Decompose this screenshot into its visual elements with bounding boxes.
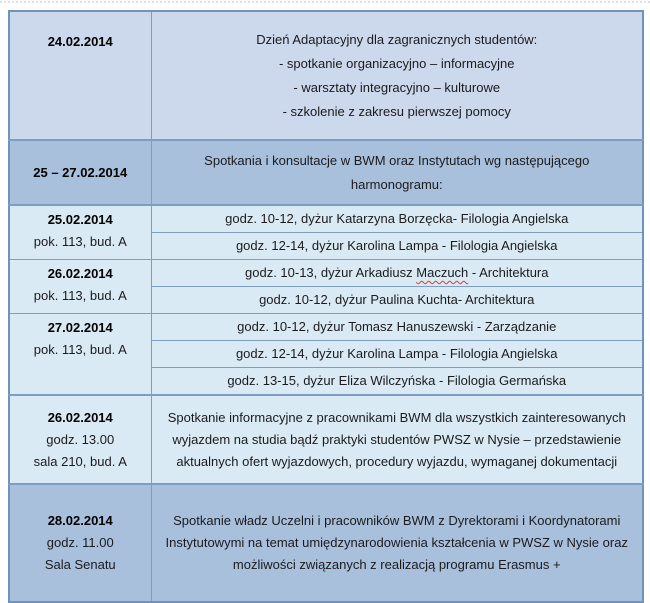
event-date: 26.02.2014 [47, 266, 113, 281]
date-cell [9, 484, 151, 602]
details-cell: Spotkanie władz Uczelni i pracowników BWM z Dyrektorami i Koordynatorami Instytutowymi na temat umiędzynarodowienia kształcenia w PWSZ w Nysie oraz możliwości związanych z realizacją programu Erasmus + [151, 484, 643, 602]
duty-slot-cell: godz. 13-15, dyżur Eliza Wilczyńska - Filologia Germańska [151, 368, 643, 396]
event-date: 28.02.2014 [47, 513, 113, 528]
duty-slot-cell: godz. 12-14, dyżur Karolina Lampa - Filologia Angielska [151, 341, 643, 368]
details-cell: Spotkania i konsultacje w BWM oraz Instytutach wg następującego harmonogramu: [151, 140, 643, 205]
duty-slot-cell: godz. 10-12, dyżur Katarzyna Borzęcka- Filologia Angielska [151, 205, 643, 233]
page-edge-dotted-line [0, 1, 650, 3]
row-duty-slot [9, 205, 643, 233]
event-time: godz. 13.00 [46, 431, 115, 447]
duty-slot-cell [151, 260, 643, 287]
event-item: - szkolenie z zakresu pierwszej pomocy [282, 103, 511, 119]
date-cell [9, 260, 151, 314]
details-cell [151, 11, 643, 140]
event-room: pok. 113, bud. A [33, 234, 127, 249]
event-date: 25.02.2014 [47, 212, 113, 227]
row-authorities-meeting [9, 484, 643, 602]
event-item: - spotkanie organizacyjno – informacyjne [278, 55, 515, 71]
date-cell [9, 314, 151, 396]
duty-slot-text: godz. 10-13, dyżur Arkadiusz [245, 265, 417, 280]
event-time: godz. 11.00 [46, 535, 114, 550]
duty-slot-text: - Architektura [468, 265, 549, 280]
events-schedule-table [8, 10, 644, 603]
event-date: 26.02.2014 [47, 409, 113, 425]
row-duty-slot [9, 314, 643, 341]
event-room: Sala Senatu [44, 557, 116, 572]
event-title: Dzień Adaptacyjny dla zagranicznych studentów: [256, 31, 538, 47]
event-room: pok. 113, bud. A [33, 342, 127, 357]
event-date: 24.02.2014 [47, 34, 113, 49]
row-duty-slot [9, 260, 643, 287]
date-cell [9, 140, 151, 205]
date-cell [9, 11, 151, 140]
event-room: pok. 113, bud. A [33, 288, 127, 303]
duty-slot-cell: godz. 12-14, dyżur Karolina Lampa - Filologia Angielska [151, 233, 643, 260]
misspelled-word: Maczuch [416, 265, 469, 280]
event-date-range: 25 – 27.02.2014 [33, 164, 128, 180]
row-info-meeting [9, 395, 643, 484]
row-consultations-header [9, 140, 643, 205]
details-cell: Spotkanie informacyjne z pracownikami BWM dla wszystkich zainteresowanych wyjazdem na studia bądź praktyki studentów PWSZ w Nysie – przedstawienie aktualnych ofert wyjazdowych, procedury wyjazdu, wymaganej dokumentacji [151, 395, 643, 484]
event-date: 27.02.2014 [47, 320, 113, 335]
event-room: sala 210, bud. A [33, 453, 127, 469]
row-adaptation-day [9, 11, 643, 140]
duty-slot-cell: godz. 10-12, dyżur Tomasz Hanuszewski - Zarządzanie [151, 314, 643, 341]
duty-slot-cell: godz. 10-12, dyżur Paulina Kuchta- Architektura [151, 287, 643, 314]
date-cell [9, 395, 151, 484]
date-cell [9, 205, 151, 260]
event-item: - warsztaty integracyjno – kulturowe [293, 79, 501, 95]
